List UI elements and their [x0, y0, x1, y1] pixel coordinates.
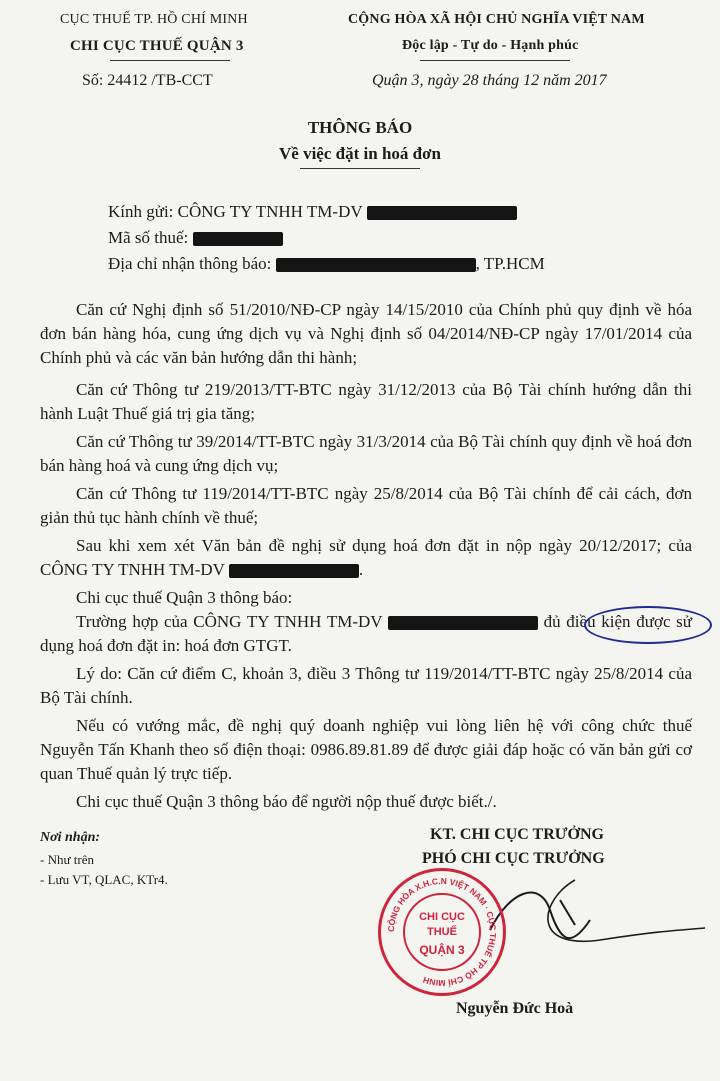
paragraph-4: Căn cứ Thông tư 119/2014/TT-BTC ngày 25/8/2014 của Bộ Tài chính để cải cách, đơn giản thủ tục hành chính về thuế;	[40, 484, 692, 527]
redaction-box	[276, 258, 476, 272]
address-line	[108, 252, 545, 276]
stamp-ring-label: CỘNG HÒA X.H.C.N VIỆT NAM · CỤC THUẾ TP HỒ CHÍ MINH	[385, 875, 499, 989]
stamp-line-1: CHI CỤC	[419, 911, 465, 923]
paragraph-1: Căn cứ Nghị định số 51/2010/NĐ-CP ngày 14/15/2010 của Chính phủ quy định về hóa đơn bán hàng hóa, cung ứng dịch vụ và Nghị định số 04/2014/NĐ-CP ngày 17/01/2014 của Chính phủ và các văn bản hướng dẫn thi hành;	[40, 300, 692, 367]
redaction-box	[193, 232, 283, 246]
paragraph-9: Nếu có vướng mắc, đề nghị quý doanh nghiệp vui lòng liên hệ với công chức thuế Nguyễn Tấn Khanh theo số điện thoại: 0986.89.81.89 để được giải đáp hoặc có văn bản gửi cơ quan Thuế quản lý trực tiếp.	[40, 716, 692, 783]
redaction-box	[229, 564, 359, 578]
official-stamp	[378, 868, 506, 996]
paragraph-2: Căn cứ Thông tư 219/2013/TT-BTC ngày 31/12/2013 của Bộ Tài chính hướng dẫn thi hành Luật Thuế giá trị gia tăng;	[40, 380, 692, 423]
tax-code-line	[108, 226, 283, 250]
address-suffix: , TP.HCM	[475, 254, 545, 273]
paragraph-5	[40, 534, 692, 582]
paragraph-10: Chi cục thuế Quận 3 thông báo để người nộp thuế được biết./.	[76, 792, 497, 811]
document-number: Số: 24412 /TB-CCT	[82, 72, 213, 89]
notice-subtitle: Về việc đặt in hoá đơn	[279, 144, 441, 163]
recipients-line-2: - Lưu VT, QLAC, KTr4.	[40, 872, 168, 887]
paragraph-5-end: .	[358, 560, 364, 579]
nation-title: CỘNG HÒA XÃ HỘI CHỦ NGHĨA VIỆT NAM	[348, 12, 645, 27]
paragraph-5-text: Sau khi xem xét Văn bản đề nghị sử dụng hoá đơn đặt in nộp ngày 20/12/2017; của CÔNG TY TNHH TM-DV	[40, 536, 692, 579]
notice-title: THÔNG BÁO	[307, 118, 413, 137]
recipients-line-1: - Như trên	[40, 852, 94, 867]
paragraph-6: Chi cục thuế Quận 3 thông báo:	[76, 588, 293, 607]
signature-title-2: PHÓ CHI CỤC TRƯỞNG	[422, 850, 605, 867]
agency-underline	[110, 60, 230, 61]
pen-circle-annotation	[584, 606, 712, 644]
recipient-line	[108, 200, 517, 224]
redaction-box	[367, 206, 517, 220]
signer-name: Nguyễn Đức Hoà	[456, 1000, 574, 1017]
stamp-line-3: QUẬN 3	[419, 943, 465, 957]
paragraph-7-rest: được sử dụng hoá đơn đặt in: hoá đơn GTGT.	[40, 612, 692, 655]
recipients-label: Nơi nhận:	[40, 830, 101, 845]
agency-sub: CHI CỤC THUẾ QUẬN 3	[70, 38, 244, 54]
place-date: Quận 3, ngày 28 tháng 12 năm 2017	[372, 72, 607, 89]
paragraph-8: Lý do: Căn cứ điểm C, khoản 3, điều 3 Thông tư 119/2014/TT-BTC ngày 25/8/2014 của Bộ Tài chính.	[40, 664, 692, 707]
eligible-phrase: đủ điều kiện	[543, 612, 631, 631]
handwritten-signature	[480, 870, 710, 960]
tax-code-label: Mã số thuế:	[108, 228, 189, 247]
signature-title-1: KT. CHI CỤC TRƯỞNG	[430, 826, 604, 843]
motto-underline	[420, 60, 570, 61]
paragraph-3: Căn cứ Thông tư 39/2014/TT-BTC ngày 31/3/2014 của Bộ Tài chính quy định về hoá đơn bán hàng hoá và cung ứng dịch vụ;	[40, 432, 692, 475]
title-underline	[300, 168, 420, 169]
stamp-line-2: THUẾ	[427, 926, 457, 938]
recipient-label: Kính gửi: CÔNG TY TNHH TM-DV	[108, 202, 363, 221]
redaction-box	[388, 616, 538, 630]
address-label: Địa chỉ nhận thông báo:	[108, 254, 272, 273]
agency-top: CỤC THUẾ TP. HỒ CHÍ MINH	[60, 12, 248, 27]
motto: Độc lập - Tự do - Hạnh phúc	[402, 38, 579, 53]
paragraph-7-text: Trường hợp của CÔNG TY TNHH TM-DV	[76, 612, 383, 631]
